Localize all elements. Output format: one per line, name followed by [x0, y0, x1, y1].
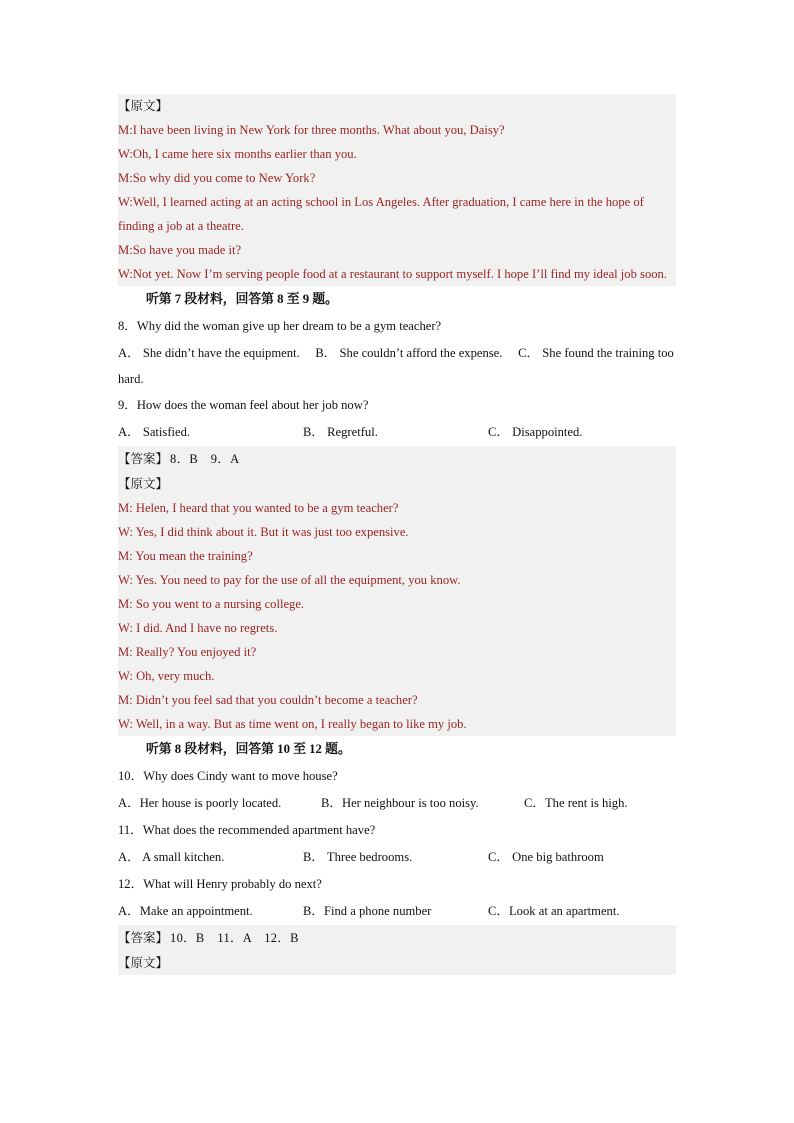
option-b: B． She couldn’t afford the expense.: [315, 346, 503, 360]
transcript-line: M:So have you made it?: [118, 243, 242, 257]
transcript-line: W:Oh, I came here six months earlier than you.: [118, 147, 357, 161]
option-b: B．Find a phone number: [303, 904, 432, 918]
transcript-line: W: Yes. You need to pay for the use of all the equipment, you know.: [118, 573, 461, 587]
transcript-line: M: Really? You enjoyed it?: [118, 645, 257, 659]
transcript-label: 【原文】: [118, 955, 169, 970]
question-9-options: [118, 419, 676, 446]
option-a: A．Her house is poorly located.: [118, 796, 282, 810]
transcript-line: M: Didn’t you feel sad that you couldn’t become a teacher?: [118, 693, 418, 707]
question-8-options: [118, 340, 676, 392]
transcript-line: M: Helen, I heard that you wanted to be a gym teacher?: [118, 501, 399, 515]
option-b: B．Her neighbour is too noisy.: [321, 796, 479, 810]
page-content: [118, 94, 676, 975]
transcript-line: M: You mean the training?: [118, 549, 253, 563]
option-c: C． She found the training too hard.: [118, 346, 674, 386]
option-c: C．Look at an apartment.: [488, 904, 620, 918]
option-c: C． One big bathroom: [488, 850, 604, 864]
question-10: 10．Why does Cindy want to move house?: [118, 769, 338, 783]
question-8: 8．Why did the woman give up her dream to be a gym teacher?: [118, 319, 442, 333]
question-11-options: [118, 844, 676, 871]
section-7-heading: 听第 7 段材料，回答第 8 至 9 题。: [146, 292, 338, 306]
transcript-line: W: Oh, very much.: [118, 669, 215, 683]
option-a: A． She didn’t have the equipment.: [118, 346, 300, 360]
answer-value: 8．B 9．A: [170, 452, 240, 466]
transcript-line: W: Yes, I did think about it. But it was just too expensive.: [118, 525, 409, 539]
option-a: A． Satisfied.: [118, 425, 191, 439]
option-b: B． Three bedrooms.: [303, 850, 413, 864]
question-12-options: [118, 898, 676, 925]
option-c: C．The rent is high.: [524, 796, 628, 810]
transcript-line: M:So why did you come to New York?: [118, 171, 316, 185]
answer-line: [118, 446, 676, 472]
option-c: C． Disappointed.: [488, 425, 583, 439]
transcript-line: W: I did. And I have no regrets.: [118, 621, 278, 635]
transcript-line: W: Well, in a way. But as time went on, I really began to like my job.: [118, 717, 467, 731]
question-11: 11．What does the recommended apartment have?: [118, 823, 376, 837]
transcript-block-1: [118, 94, 676, 286]
question-10-options: [118, 790, 676, 817]
option-a: A． A small kitchen.: [118, 850, 225, 864]
answer-value: 10．B 11．A 12．B: [170, 931, 299, 945]
transcript-line: W:Not yet. Now I’m serving people food at a restaurant to support myself. I hope I’ll find my ideal job soon.: [118, 267, 667, 281]
transcript-label: 【原文】: [118, 476, 169, 491]
section-8-heading: 听第 8 段材料，回答第 10 至 12 题。: [146, 742, 351, 756]
answer-line: [118, 925, 676, 951]
section-7-answer-block: [118, 446, 676, 736]
answer-label: 【答案】: [118, 451, 169, 466]
option-b: B． Regretful.: [303, 425, 378, 439]
transcript-line: M:I have been living in New York for three months. What about you, Daisy?: [118, 123, 505, 137]
option-a: A．Make an appointment.: [118, 904, 253, 918]
question-9: 9．How does the woman feel about her job now?: [118, 398, 369, 412]
section-8-answer-block: [118, 925, 676, 975]
answer-label: 【答案】: [118, 930, 169, 945]
question-12: 12．What will Henry probably do next?: [118, 877, 322, 891]
transcript-line: W:Well, I learned acting at an acting school in Los Angeles. After graduation, I came here in the hope of finding a job at a theatre.: [118, 195, 644, 233]
transcript-label: 【原文】: [118, 98, 169, 113]
transcript-line: M: So you went to a nursing college.: [118, 597, 305, 611]
